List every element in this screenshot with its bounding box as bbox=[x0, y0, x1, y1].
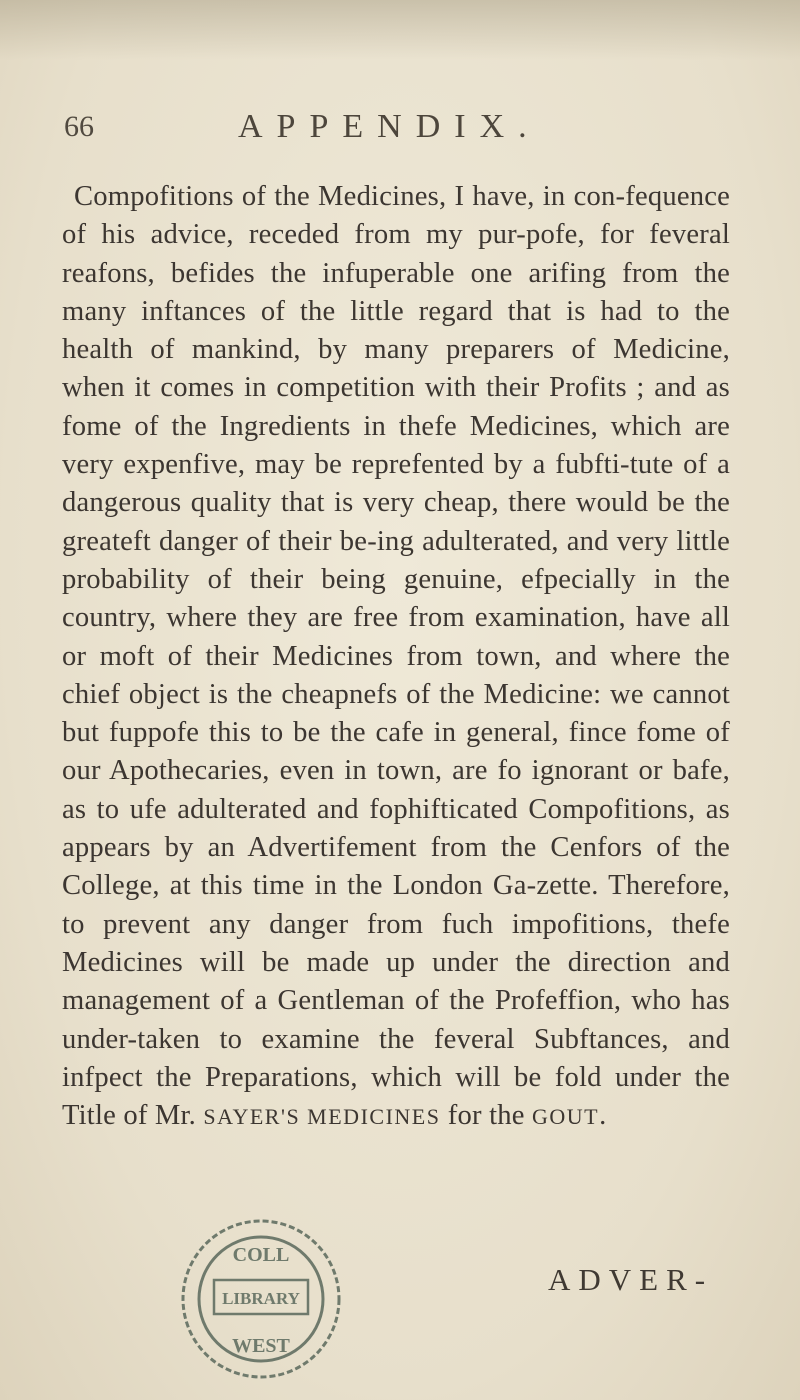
page-edge-stain bbox=[0, 0, 800, 60]
gout-small-caps: GOUT bbox=[531, 1104, 600, 1130]
stamp-middle-text: LIBRARY bbox=[222, 1289, 300, 1308]
page-number: 66 bbox=[64, 110, 94, 143]
body-text-main: Compofitions of the Medicines, I have, in con-fequence of his advice, receded from my pur-pofe, for feveral reafons, befides the infuperable one arifing from the many inftances of the little regard that is had to the health of mankind, by many preparers of Medicine, when it comes in competition with their Profits ; and as fome of the Ingredients in thefe Medicines, which are very expenfive, may be reprefented by a fubfti-tute of a dangerous quality that is very cheap, there would be the greateft danger of their be-ing adulterated, and very little probability of their being genuine, efpecially in the country, where they are free from examination, have all or moft of their Medicines from town, and where the chief object is the cheapnefs of the Medicine: we cannot but fuppofe this to be the cafe in general, fince fome of our Apothecaries, even in town, are fo ignorant or bafe, as to ufe adulterated and fophifticated Compofitions, as appears by an Advertifement from the Cenfors of the College, at this time in the London Ga-zette. Therefore, to prevent any danger from fuch impofitions, thefe Medicines will be made up under the direction and management of a Gentleman of the Profeffion, who has under-taken to examine the feveral Subftances, and infpect the Preparations, which will be fold under the Title of Mr. bbox=[62, 181, 730, 1132]
body-text-end: . bbox=[599, 1100, 607, 1132]
body-paragraph bbox=[62, 178, 730, 1136]
running-head: APPENDIX. bbox=[238, 108, 541, 145]
body-text-connector: for the bbox=[440, 1100, 532, 1132]
library-stamp bbox=[176, 1214, 346, 1384]
page-header bbox=[60, 108, 740, 158]
sayers-medicines-small-caps: SAYER'S MEDICINES bbox=[203, 1104, 441, 1130]
stamp-bottom-text: WEST bbox=[232, 1335, 290, 1357]
stamp-top-text: COLL bbox=[232, 1244, 290, 1266]
catchword: ADVER- bbox=[548, 1262, 714, 1297]
